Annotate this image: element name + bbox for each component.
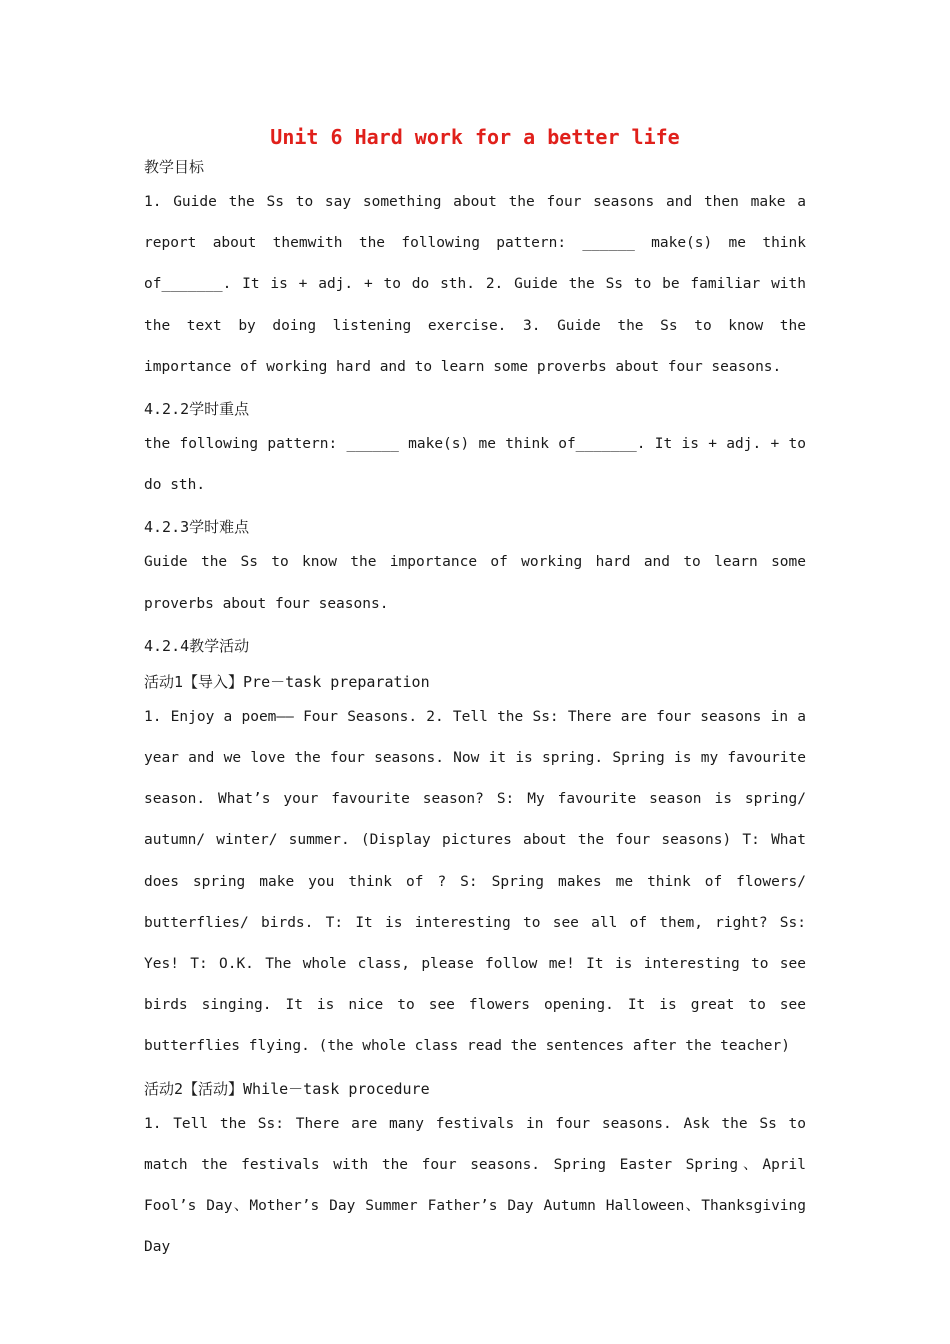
activity1-heading: 活动1【导入】Pre－task preparation bbox=[144, 672, 430, 691]
difficulties-paragraph: Guide the Ss to know the importance of working hard and to learn some proverbs about four seasons. bbox=[144, 554, 806, 612]
key-points-paragraph: the following pattern: ______ make(s) me think of_______. It is + adj. + to do sth. bbox=[144, 436, 806, 494]
activity1-paragraph: 1. Enjoy a poem—— Four Seasons. 2. Tell the Ss: There are four seasons in a year and we love the four seasons. Now it is spring. Spring is my favourite season. What’s your favourite season? S: My favourite season is spring/ autumn/ winter/ summer. (Display pictures about the four seasons) T: What does spring make you think of ? S: Spring makes me think of flowers/ butterflies/ birds. T: It is interesting to see all of them, right? Ss: Yes! T: O.K. The whole class, please follow me! It is interesting to see birds singing. It is nice to see flowers opening. It is great to see butterflies flying. (the whole class read the sentences after the teacher) bbox=[144, 708, 806, 1055]
activities-heading: 4.2.4教学活动 bbox=[144, 636, 250, 655]
key-points-heading: 4.2.2学时重点 bbox=[144, 400, 250, 419]
activity2-heading: 活动2【活动】While－task procedure bbox=[144, 1079, 430, 1098]
objectives-paragraph: 1. Guide the Ss to say something about the four seasons and then make a report about themwith the following pattern: ______ make(s) me think of_______. It is + adj. + to do sth. 2. Guide the Ss to be familiar with the text by doing listening exercise. 3. Guide the Ss to know the importance of working hard and to learn some proverbs about four seasons. bbox=[144, 194, 806, 375]
document-title: Unit 6 Hard work for a better life bbox=[270, 125, 680, 149]
document-body bbox=[144, 146, 806, 1268]
difficulties-heading: 4.2.3学时难点 bbox=[144, 518, 250, 537]
activity2-paragraph: 1. Tell the Ss: There are many festivals in four seasons. Ask the Ss to match the festivals with the four seasons. Spring Easter Spring、April Fool’s Day、Mother’s Day Summer Father’s Day Autumn Halloween、Thanksgiving Day bbox=[144, 1115, 806, 1256]
objectives-heading: 教学目标 bbox=[144, 158, 205, 176]
